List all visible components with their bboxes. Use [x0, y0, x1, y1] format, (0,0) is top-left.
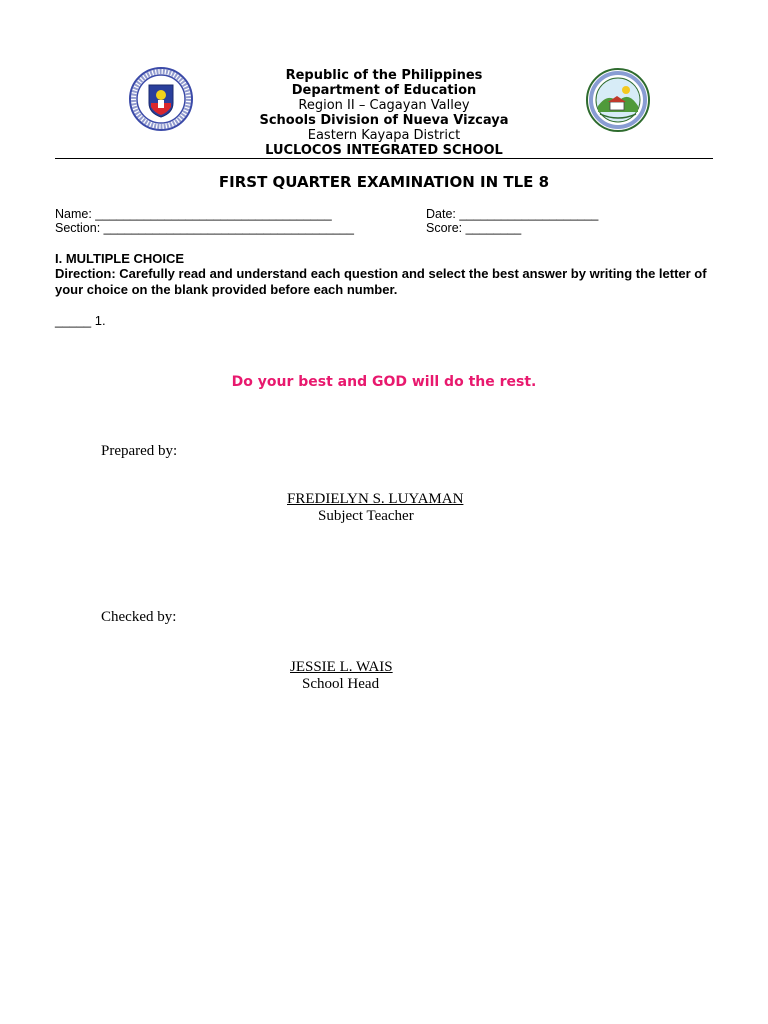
direction-text: Direction: Carefully read and understand each question and select the best answer by writing the letter of your choice on the blank provided before each number.: [55, 266, 707, 297]
section-field: Section: ____________________________________: [55, 221, 354, 235]
header-department: Department of Education: [291, 83, 477, 98]
motto-text: Do your best and GOD will do the rest.: [231, 374, 537, 390]
checked-by-title: School Head: [302, 676, 380, 692]
header-division: Schools Division of Nueva Vizcaya: [259, 113, 509, 128]
question-item: _____ 1.: [55, 313, 106, 328]
section-heading: I. MULTIPLE CHOICE: [55, 251, 185, 266]
date-field: Date: ____________________: [426, 207, 599, 221]
prepared-by-name: FREDIELYN S. LUYAMAN: [287, 491, 464, 507]
name-field: Name: __________________________________: [55, 207, 332, 221]
header-district: Eastern Kayapa District: [307, 128, 461, 143]
prepared-by-label: Prepared by:: [101, 443, 178, 459]
score-field: Score: ________: [426, 221, 522, 235]
exam-title: FIRST QUARTER EXAMINATION IN TLE 8: [218, 173, 550, 191]
prepared-by-title: Subject Teacher: [318, 508, 414, 524]
header-republic: Republic of the Philippines: [285, 68, 483, 83]
header-region: Region II – Cagayan Valley: [298, 98, 470, 113]
header-divider: [55, 158, 713, 159]
header-school: LUCLOCOS INTEGRATED SCHOOL: [265, 143, 503, 158]
checked-by-name: JESSIE L. WAIS: [290, 659, 393, 675]
checked-by-label: Checked by:: [101, 609, 177, 625]
